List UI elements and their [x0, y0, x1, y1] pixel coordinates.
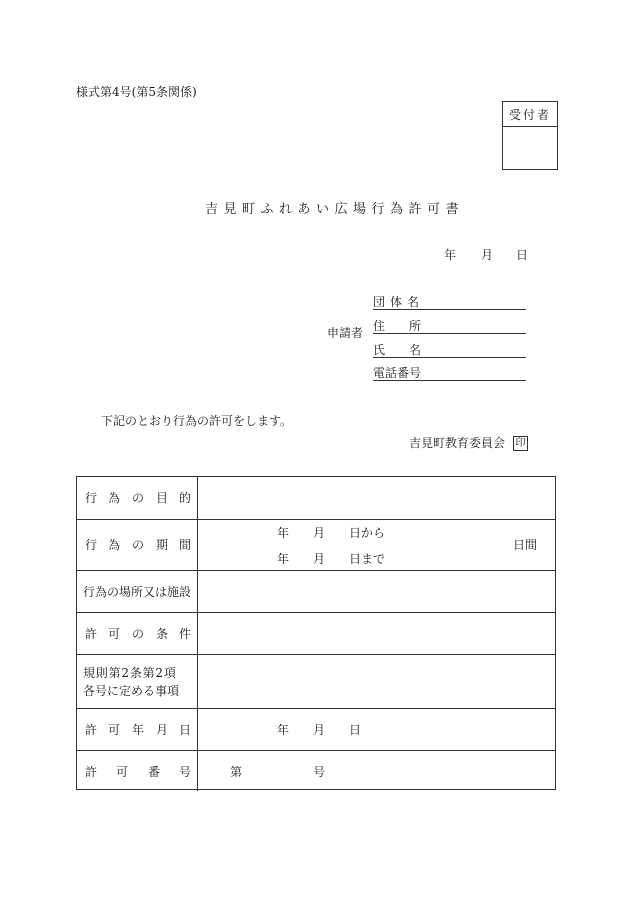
label-char: 行 — [85, 491, 98, 505]
label-rule-items — [77, 655, 198, 708]
table-row-rule-items — [77, 654, 555, 708]
purpose-value-cell[interactable] — [199, 477, 555, 519]
label-char: 件 — [179, 627, 192, 641]
label-char: 許 — [85, 627, 98, 641]
label-char: の — [132, 627, 145, 641]
address-char: 住 — [373, 319, 386, 333]
period-to-month: 月 — [313, 552, 326, 566]
label-char: 号 — [179, 765, 192, 779]
table-row-conditions — [77, 612, 555, 654]
date-day: 日 — [516, 248, 529, 262]
label-char: 年 — [132, 723, 145, 737]
table-row-purpose — [77, 477, 555, 519]
table-row-period — [77, 519, 555, 570]
label-char: 許 — [85, 723, 98, 737]
label-char: 間 — [179, 538, 192, 552]
label-char: 日 — [179, 723, 192, 737]
group-name-char: 名 — [407, 295, 420, 309]
label-line: 各号に定める事項 — [83, 684, 180, 698]
location-value-cell[interactable] — [199, 571, 555, 612]
conditions-value-cell[interactable] — [199, 613, 555, 654]
period-to-year: 年 — [277, 552, 290, 566]
period-to-day: 日まで — [349, 552, 386, 566]
document-title: 吉見町ふれあい広場行為許可書 — [205, 202, 465, 217]
group-name-field[interactable] — [373, 295, 526, 310]
date-year: 年 — [444, 248, 457, 262]
seal-mark: 印 — [513, 436, 528, 451]
label-char: 条 — [156, 627, 169, 641]
label-permit-number — [77, 751, 198, 791]
table-row-location — [77, 570, 555, 612]
phone-field[interactable] — [373, 366, 526, 381]
label-line: 規則第2条第2項 — [83, 666, 177, 680]
reception-stamp-box — [502, 101, 558, 170]
label-period — [77, 520, 198, 570]
label-char: 期 — [156, 538, 169, 552]
phone-label: 電話番号 — [373, 366, 422, 380]
table-row-permit-number — [77, 750, 555, 791]
table-row-permit-date — [77, 708, 555, 750]
name-char: 氏 — [373, 343, 386, 357]
date-month: 月 — [481, 248, 494, 262]
label-char: の — [132, 491, 145, 505]
permit-date-day: 日 — [349, 723, 362, 737]
address-char: 所 — [409, 319, 422, 333]
reception-label: 受付者 — [503, 102, 557, 127]
label-char: 可 — [108, 627, 121, 641]
label-permit-date — [77, 709, 198, 750]
permit-number-prefix: 第 — [230, 765, 243, 779]
period-from-year: 年 — [277, 526, 290, 540]
permit-table — [76, 476, 556, 790]
issuer-name: 吉見町教育委員会 — [409, 436, 506, 450]
label-conditions — [77, 613, 198, 654]
label-purpose — [77, 477, 198, 519]
label-char: の — [132, 538, 145, 552]
permit-date-month: 月 — [313, 723, 326, 737]
form-code: 様式第4号(第5条関係) — [76, 85, 197, 99]
rule-items-value-cell[interactable] — [199, 655, 555, 708]
name-char: 名 — [409, 343, 422, 357]
name-field[interactable] — [373, 343, 526, 358]
permit-notice: 下記のとおり行為の許可をします。 — [101, 414, 293, 428]
applicant-label: 申請者 — [327, 326, 364, 340]
label-char: 許 — [85, 765, 98, 779]
label-char: 為 — [108, 491, 121, 505]
address-field[interactable] — [373, 319, 526, 334]
period-from-month: 月 — [313, 526, 326, 540]
permit-date-year: 年 — [277, 723, 290, 737]
label-char: 為 — [108, 538, 121, 552]
label-text: 行為の場所又は施設 — [83, 585, 192, 599]
label-location — [77, 571, 198, 612]
group-name-char: 体 — [390, 295, 403, 309]
period-from-day: 日から — [349, 526, 386, 540]
permit-number-suffix: 号 — [313, 765, 326, 779]
period-unit: 日間 — [513, 538, 538, 552]
label-char: 可 — [108, 723, 121, 737]
label-char: 可 — [116, 765, 129, 779]
label-char: 番 — [148, 765, 161, 779]
label-char: 目 — [156, 491, 169, 505]
label-char: 的 — [179, 491, 192, 505]
group-name-char: 団 — [373, 295, 386, 309]
label-char: 行 — [85, 538, 98, 552]
label-char: 月 — [156, 723, 169, 737]
